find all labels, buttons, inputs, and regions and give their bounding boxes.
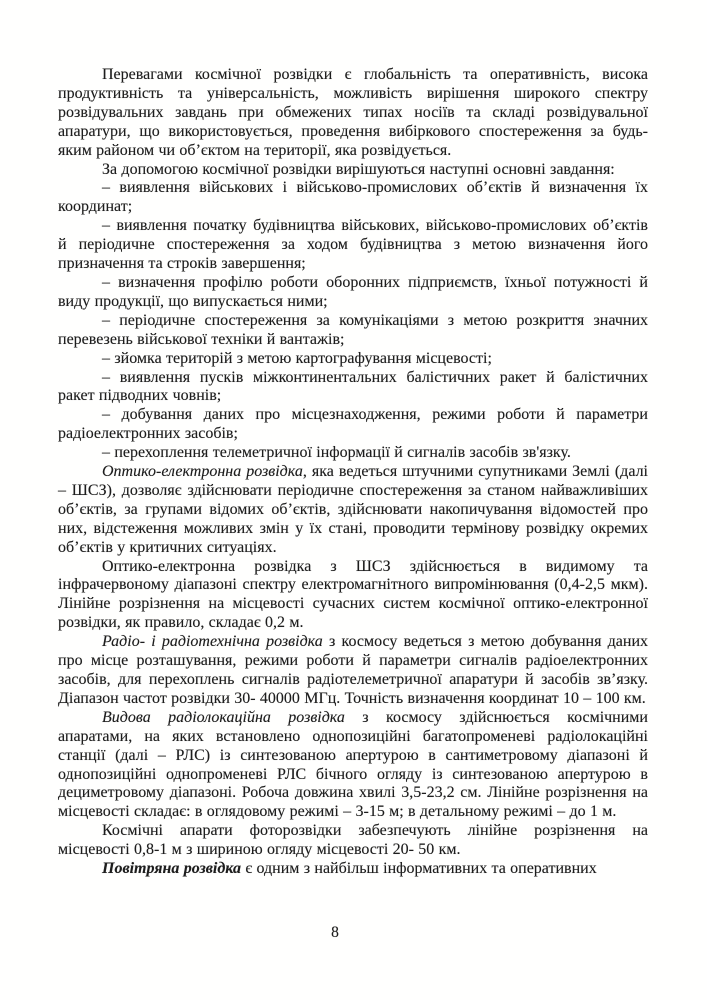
task-list-item-6 [58, 369, 648, 407]
task-list-item-4 [58, 312, 648, 350]
paragraph-text: Оптико-електронна розвідка з ШСЗ здійснюється в видимому та інфрачервоному діапазоні спектру електромагнітного випромінювання (0,4-2,5 мкм). Лінійне розрізнення на місцевості сучасних систем космічної оптико-електронної розвідки, як правило, складає 0,2 м. [58, 557, 648, 632]
paragraph-text: з космосу ведеться з метою добування даних про місце розташування, режими роботи й параметри сигналів радіоелектронних засобів, для перехоплень сигналів радіотелеметричної апаратури й засобів зв’язку. Діапазон частот розвідки 30- 40000 МГц. Точність визначення координат 10 – 100 км. [58, 633, 649, 707]
list-dash: – [102, 179, 110, 197]
section-paragraph-radio [58, 633, 648, 709]
paragraph-text: є одним з найбільш інформативних та оперативних [241, 860, 597, 878]
page-body [58, 66, 648, 879]
page-number: 8 [331, 924, 339, 941]
list-dash: – [102, 217, 110, 235]
task-list-item-8 [58, 444, 648, 463]
task-list-item-1 [58, 179, 648, 217]
list-dash: – [102, 311, 110, 329]
section-paragraph-photo [58, 822, 648, 860]
list-item-text: перехоплення телеметричної інформації й сигналів засобів зв'язку. [114, 444, 571, 462]
paragraph-text: , яка ведеться штучними супутниками Землі (далі – ШСЗ), дозволяє здійснювати періодичне спостереження за станом найважливіших об’єктів, за групами відомих об’єктів, здійснювати накопичування відомостей про них, відстеження можливих змін у їх стані, проводити термінову розвідку окремих об’єктів у критичних ситуаціях. [58, 463, 648, 556]
section-lead: Повітряна розвідка [102, 860, 241, 878]
paragraph-text: Перевагами космічної розвідки є глобальність та оперативність, висока продуктивність та універсальність, можливість вирішення широкого спектру розвідувальних завдань при обмежених типах носіїв та складі розвідувальної апаратури, що використовується, проведення вибіркового спостереження за будь-яким районом чи об’єктом на території, яка розвідується. [58, 66, 648, 159]
intro-paragraph-1 [58, 66, 648, 161]
paragraph-text: Космічні апарати фоторозвідки забезпечують лінійне розрізнення на місцевості 0,8-1 м з шириною огляду місцевості 20- 50 км. [58, 822, 648, 859]
list-dash: – [102, 273, 110, 291]
list-item-text: виявлення початку будівництва військових, військово-промислових об’єктів й періодичне спостереження за ходом будівництва з метою визначення його призначення та строків завершення; [58, 217, 648, 273]
section-lead: Видова радіолокаційна розвідка [102, 708, 345, 726]
list-dash: – [102, 349, 110, 367]
list-item-text: виявлення військових і військово-промислових об’єктів й визначення їх координат; [58, 179, 649, 216]
paragraph-text: За допомогою космічної розвідки вирішуються наступні основні завдання: [102, 160, 615, 178]
list-dash: – [102, 444, 110, 462]
section-paragraph-optical-intro [58, 463, 648, 558]
list-item-text: визначення профілю роботи оборонних підприємств, їхньої потужності й виду продукції, що випускається ними; [58, 273, 648, 310]
list-dash: – [102, 368, 110, 386]
section-lead: Радіо- і радіотехнічна розвідка [102, 633, 323, 651]
section-paragraph-air [58, 860, 648, 879]
section-lead: Оптико-електронна розвідка [102, 463, 303, 481]
paragraph-text: з космосу здійснюється космічними апаратами, на яких встановлено однопозиційні багатопроменеві радіолокаційні станції (далі – РЛС) із синтезованою апертурою в сантиметровому діапазоні й однопозиційні однопроменеві РЛС бічного огляду із синтезованою апертурою в дециметровому діапазоні. Робоча довжина хвилі 3,5-23,2 см. Лінійне розрізнення на місцевості складає: в оглядовому режимі – 3-15 м; в детальному режимі – до 1 м. [58, 708, 648, 821]
section-paragraph-optical-details [58, 558, 648, 634]
task-list-item-5 [58, 350, 648, 369]
list-item-text: зйомка територій з метою картографування місцевості; [114, 349, 492, 367]
task-list-item-2 [58, 217, 648, 274]
task-list-item-3 [58, 274, 648, 312]
list-item-text: періодичне спостереження за комунікаціями з метою розкриття значних перевезень військової техніки й вантажів; [58, 311, 649, 348]
task-list-item-7 [58, 406, 648, 444]
section-paragraph-radar [58, 709, 648, 822]
list-dash: – [102, 406, 110, 424]
list-item-text: виявлення пусків міжконтинентальних балістичних ракет й балістичних ракет підводних човнів; [58, 368, 648, 405]
list-item-text: добування даних про місцезнаходження, режими роботи й параметри радіоелектронних засобів; [58, 406, 648, 443]
intro-paragraph-2 [58, 161, 648, 180]
